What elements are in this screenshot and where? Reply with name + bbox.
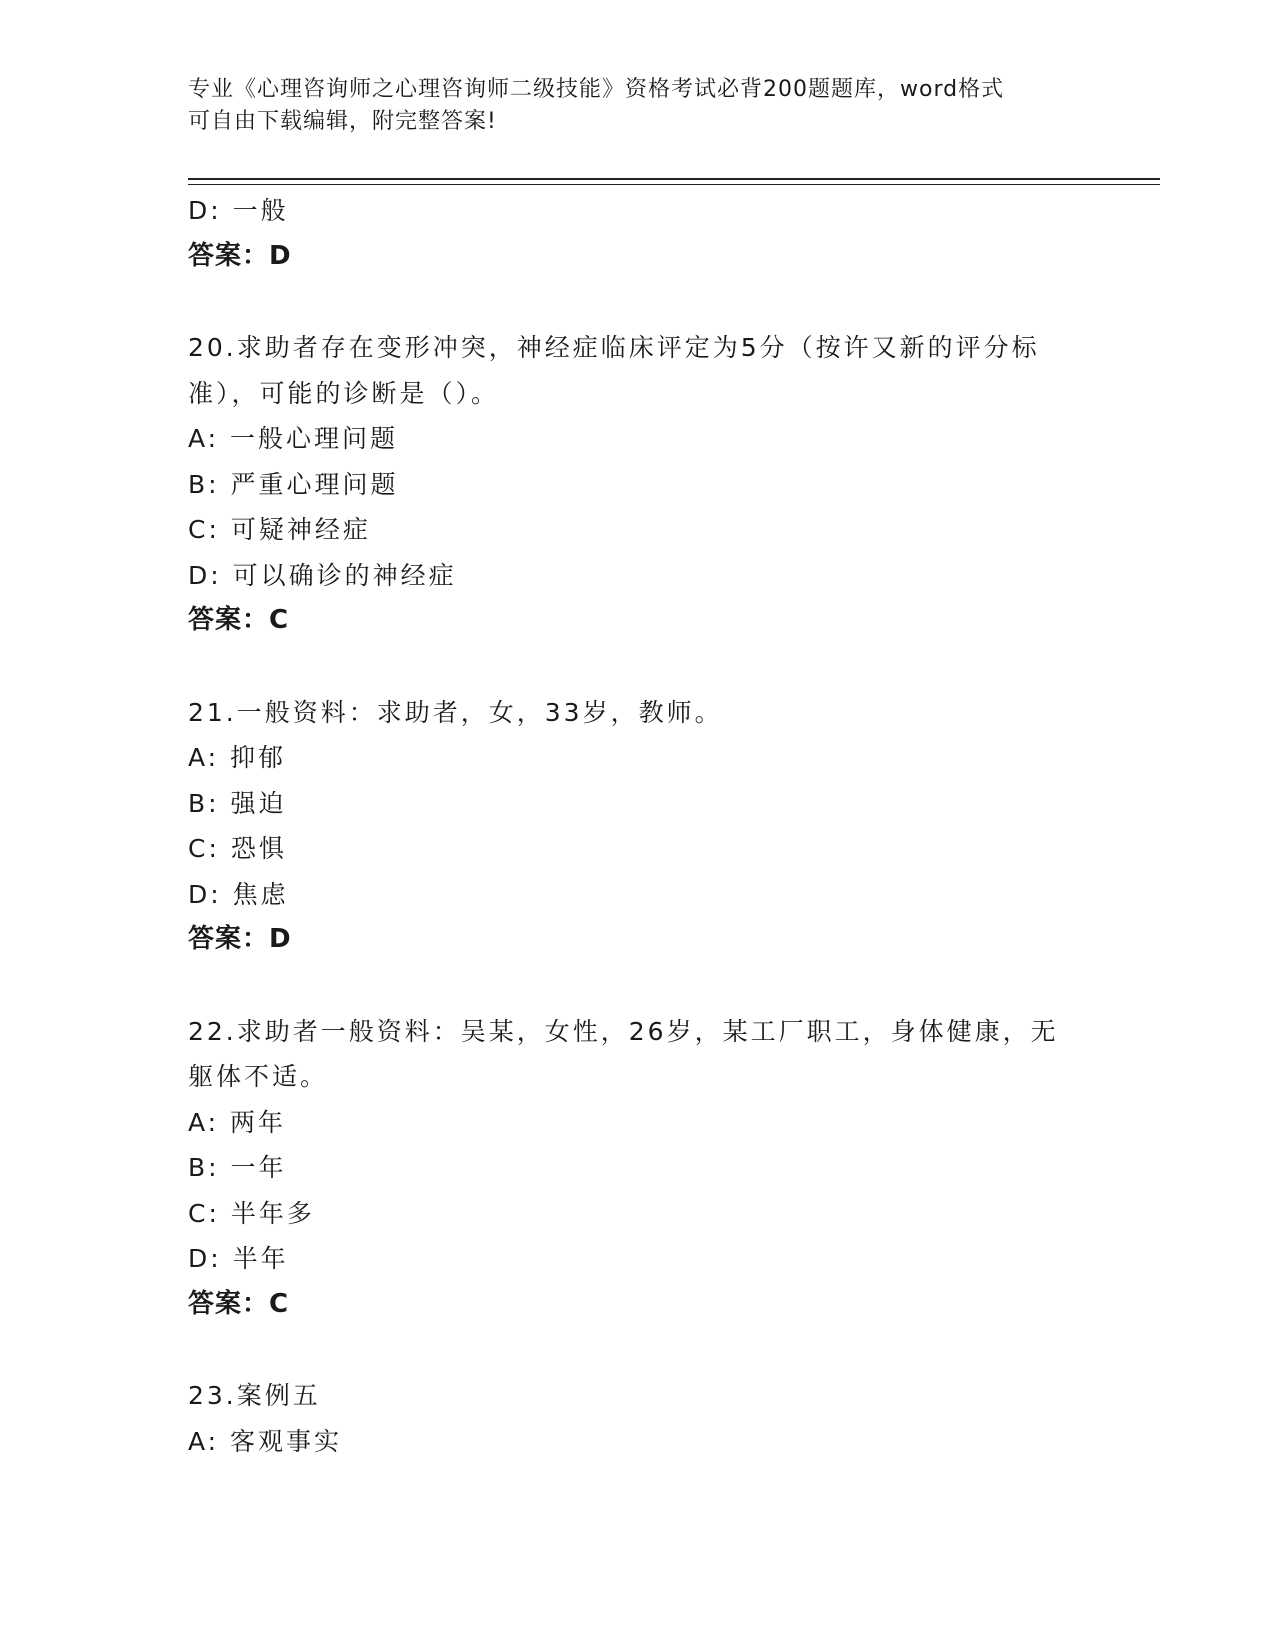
header-divider-thick [188, 178, 1160, 180]
question-stem-continued: 准），可能的诊断是（）。 [188, 378, 500, 408]
option-c: C: 半年多 [188, 1198, 315, 1228]
option-b: B: 强迫 [188, 788, 287, 818]
question-stem-continued: 躯体不适。 [188, 1062, 329, 1091]
question-19-tail [188, 188, 1088, 279]
option-a: A: 客观事实 [188, 1426, 343, 1456]
option-d: D: 一般 [188, 196, 289, 225]
option-a: A: 一般心理问题 [188, 424, 399, 453]
page-header [188, 74, 1068, 138]
option-d: D: 可以确诊的神经症 [188, 560, 457, 590]
option-a: A: 抑郁 [188, 743, 287, 772]
question-stem: 20.求助者存在变形冲突，神经症临床评定为5分（按许又新的评分标 [188, 333, 1040, 362]
option-a: A: 两年 [188, 1107, 287, 1137]
question-22 [188, 1009, 1088, 1328]
question-stem: 23.案例五 [188, 1381, 321, 1410]
option-b: B: 一年 [188, 1153, 287, 1182]
option-d: D: 半年 [188, 1244, 289, 1273]
question-20 [188, 325, 1088, 644]
answer-line: 答案：D [188, 924, 292, 954]
answer-line: 答案：C [188, 1288, 290, 1319]
question-21 [188, 690, 1088, 963]
question-23 [188, 1373, 1088, 1464]
header-title-line-2: 可自由下载编辑，附完整答案! [188, 109, 497, 134]
option-b: B: 严重心理问题 [188, 469, 399, 499]
document-body [188, 188, 1088, 1464]
option-d: D: 焦虑 [188, 879, 289, 909]
option-c: C: 恐惧 [188, 834, 287, 863]
option-c: C: 可疑神经症 [188, 515, 371, 544]
header-title-line-1: 专业《心理咨询师之心理咨询师二级技能》资格考试必背200题题库，word格式 [188, 77, 1005, 102]
question-stem: 21.一般资料：求助者，女，33岁，教师。 [188, 697, 723, 727]
header-divider-thin [188, 184, 1160, 185]
question-stem: 22.求助者一般资料：吴某，女性，26岁，某工厂职工，身体健康，无 [188, 1016, 1059, 1046]
answer-line: 答案：D [188, 240, 292, 271]
answer-line: 答案：C [188, 605, 290, 635]
